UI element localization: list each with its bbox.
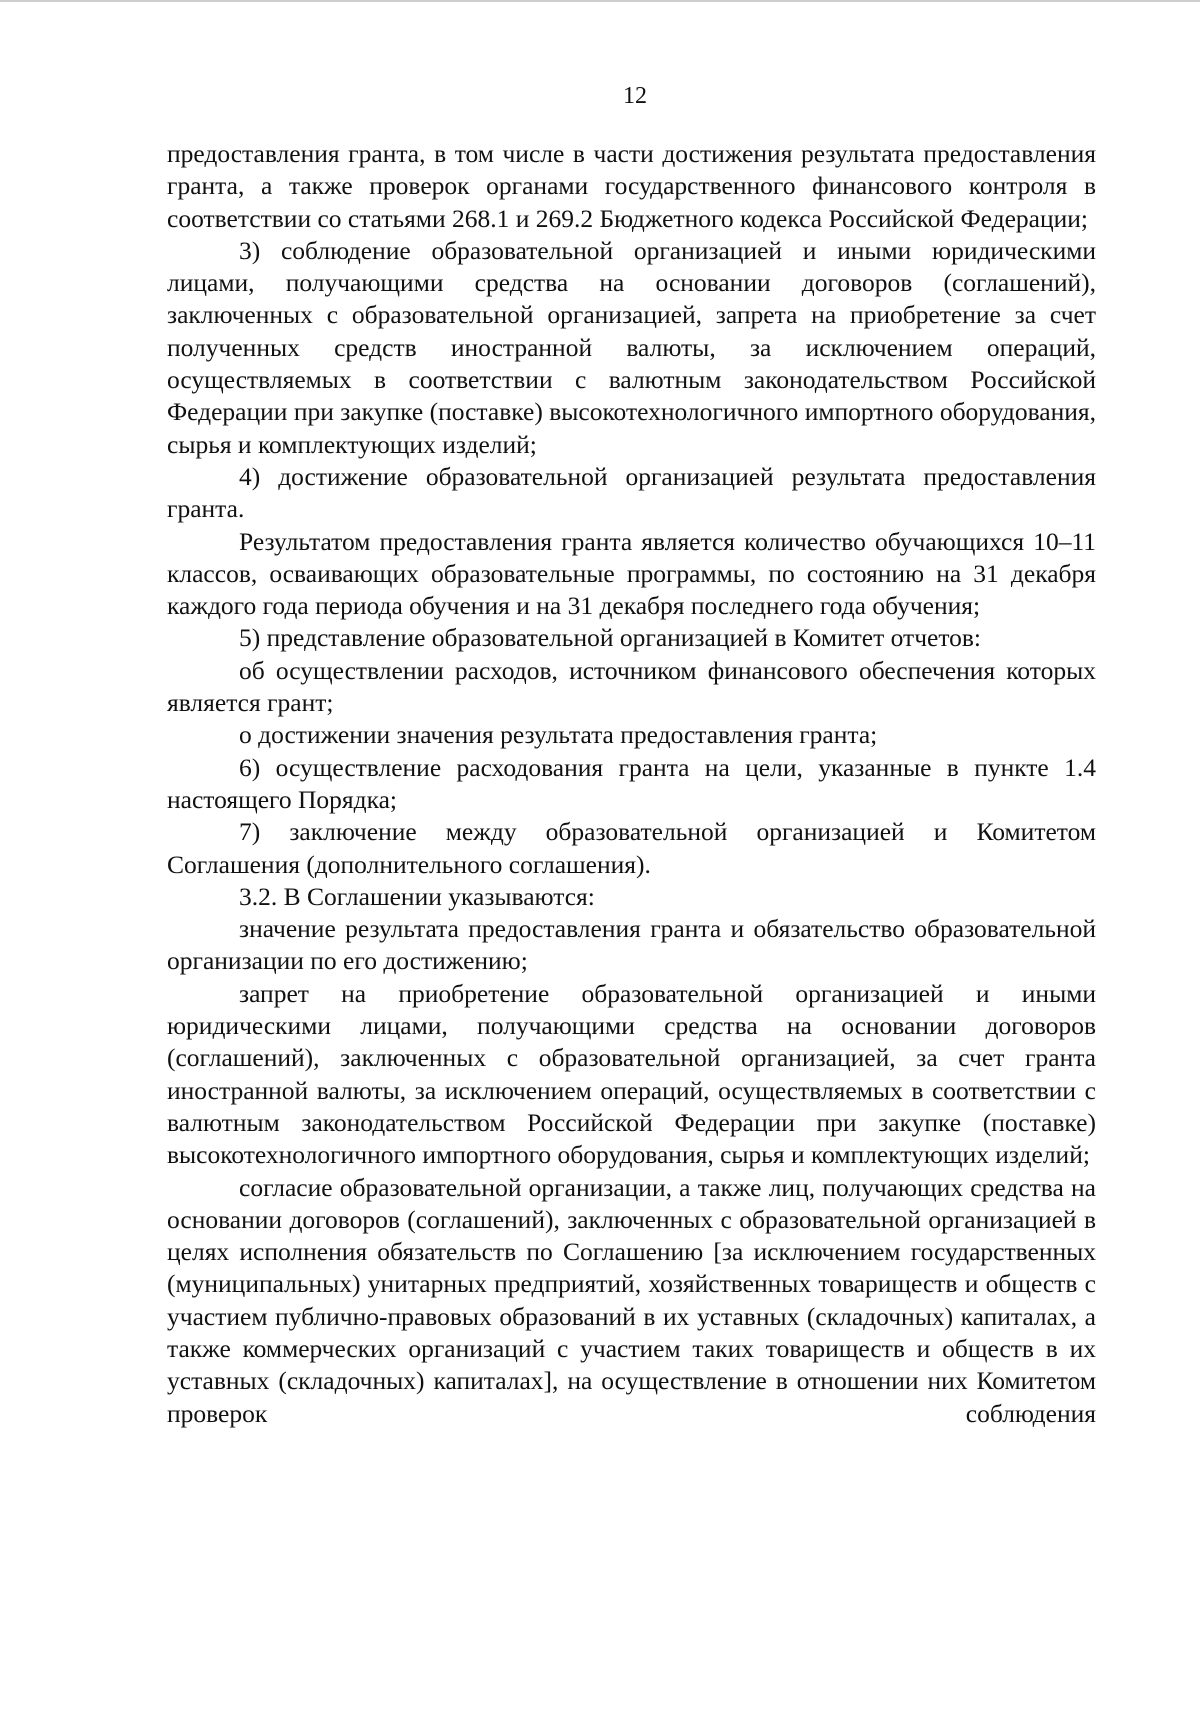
paragraph-result-definition: Результатом предоставления гранта является количество обучающихся 10–11 классов, осваивающих образовательные программы, по состоянию на 31 декабря каждого года периода обучения и на 31 декабря последнего года обучения; bbox=[167, 526, 1096, 621]
page-number: 12 bbox=[623, 83, 647, 109]
section-heading-3-2: 3.2. В Соглашении указываются: bbox=[239, 881, 595, 911]
paragraph-grant-control: предоставления гранта, в том числе в части достижения результата предоставления гранта, а также проверок органами государственного финансового контроля в соответствии со статьями 268.1 и 269.2 Бюджетного кодекса Российской Федерации; bbox=[167, 139, 1096, 233]
scan-top-edge bbox=[0, 0, 1200, 2]
paragraph-result-report: о достижении значения результата предоставления гранта; bbox=[239, 720, 878, 750]
paragraph-item-3: 3) соблюдение образовательной организацией и иными юридическими лицами, получающими средства на основании договоров (соглашений), заключенных с образовательной организацией, запрета на приобретение за счет полученных средств иностранной валюты, за исключением операций, осуществляемых в соответствии с валютным законодательством Российской Федерации при закупке (поставке) высокотехнологичного импортного оборудования, сырья и комплектующих изделий; bbox=[167, 235, 1096, 459]
paragraph-expense-report: об осуществлении расходов, источником финансового обеспечения которых является грант; bbox=[167, 655, 1096, 718]
document-body bbox=[167, 138, 1096, 1430]
paragraph-currency-ban: запрет на приобретение образовательной организацией и иными юридическими лицами, получающими средства на основании договоров (соглашений), заключенных с образовательной организацией, за счет гранта иностранной валюты, за исключением операций, осуществляемых в соответствии с валютным законодательством Российской Федерации при закупке (поставке) высокотехнологичного импортного оборудования, сырья и комплектующих изделий; bbox=[167, 978, 1096, 1170]
paragraph-item-4: 4) достижение образовательной организацией результата предоставления гранта. bbox=[167, 461, 1096, 524]
paragraph-item-5: 5) представление образовательной организацией в Комитет отчетов: bbox=[239, 623, 982, 653]
paragraph-item-7: 7) заключение между образовательной организацией и Комитетом Соглашения (дополнительного соглашения). bbox=[167, 817, 1096, 879]
paragraph-result-obligation: значение результата предоставления гранта и обязательство образовательной организации по его достижению; bbox=[167, 914, 1096, 976]
paragraph-item-6: 6) осуществление расходования гранта на цели, указанные в пункте 1.4 настоящего Порядка; bbox=[167, 752, 1096, 814]
paragraph-audit-consent: согласие образовательной организации, а также лиц, получающих средства на основании договоров (соглашений), заключенных с образовательной организацией в целях исполнения обязательств по Соглашению [за исключением государственных (муниципальных) унитарных предприятий, хозяйственных товариществ и обществ с участием публично-правовых образований в их уставных (складочных) капиталах, а также коммерческих организаций с участием таких товариществ и обществ в их уставных (складочных) капиталах], на осуществление в отношении них Комитетом проверок соблюдения bbox=[167, 1172, 1096, 1428]
